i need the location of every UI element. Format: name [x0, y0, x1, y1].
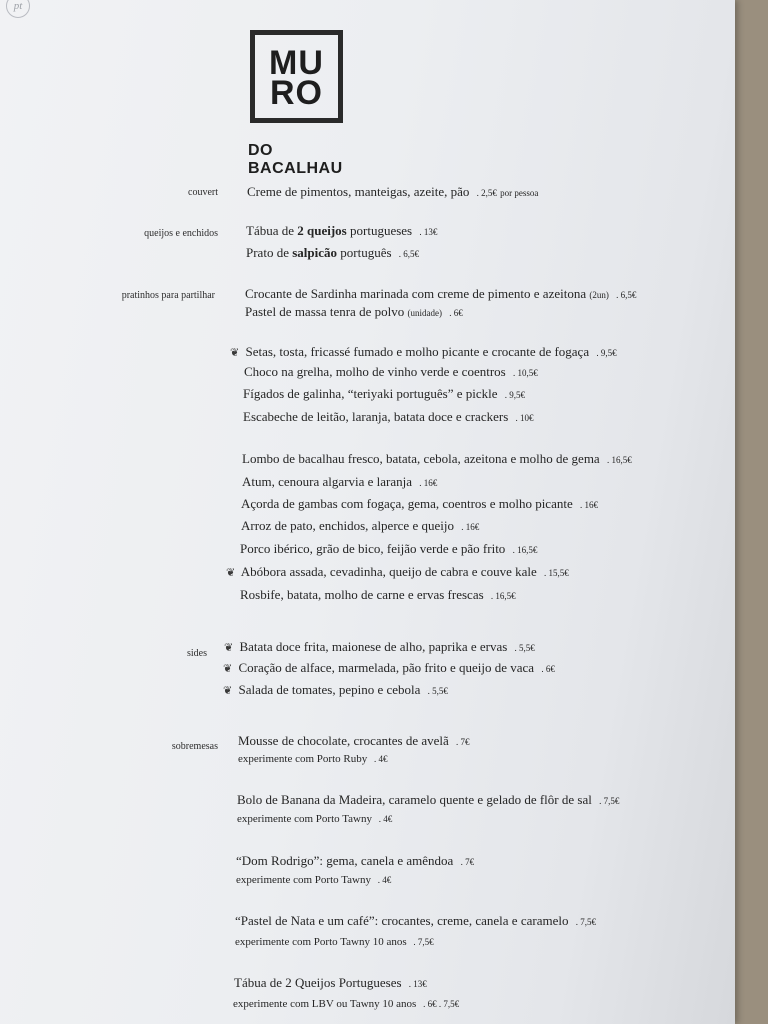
item-name: Porco ibérico, grão de bico, feijão verde e pão frito: [240, 541, 506, 556]
item-name: Lombo de bacalhau fresco, batata, cebola, azeitona e molho de gema: [242, 451, 600, 466]
item-price: . 13€: [408, 979, 427, 989]
section-label-pratinhos: pratinhos para partilhar: [121, 290, 215, 301]
item-name: Coração de alface, marmelada, pão frito e queijo de vaca: [238, 660, 535, 675]
item-price: . 15,5€: [544, 568, 569, 578]
menu-item: [244, 364, 538, 380]
item-name-pre: Prato de: [246, 245, 293, 260]
pairing-line: [237, 813, 392, 825]
item-name: Creme de pimentos, manteigas, azeite, pão: [247, 184, 470, 199]
menu-item: [223, 660, 555, 676]
item-price: . 7€: [460, 857, 475, 867]
menu-item: [245, 286, 636, 302]
pairing-price: . 6€ . 7,5€: [423, 999, 460, 1009]
section-label-couvert: couvert: [188, 187, 218, 198]
item-price: . 2,5€: [476, 188, 497, 198]
item-name: Tábua de 2 Queijos Portugueses: [234, 975, 402, 990]
menu-item: [241, 496, 598, 512]
menu-item: [247, 184, 538, 200]
menu-item: [223, 682, 448, 698]
item-price: . 16,5€: [606, 455, 632, 465]
item-name-post: português: [337, 245, 392, 260]
item-note: por pessoa: [500, 188, 539, 198]
menu-item: [234, 975, 427, 991]
menu-item: [235, 913, 596, 929]
item-price: . 9,5€: [504, 390, 526, 400]
item-name: Bolo de Banana da Madeira, caramelo quente e gelado de flôr de sal: [237, 792, 592, 807]
menu-item: [224, 639, 535, 655]
leaf-icon: ❦: [230, 347, 240, 359]
pairing-text: experimente com Porto Tawny 10 anos: [235, 936, 407, 948]
section-label-sobremesas: sobremesas: [171, 741, 218, 752]
item-name: Rosbife, batata, molho de carne e ervas frescas: [240, 587, 484, 602]
item-name: Batata doce frita, maionese de alho, paprika e ervas: [239, 639, 508, 654]
menu-item: [245, 304, 463, 320]
item-name: Pastel de massa tenra de polvo: [245, 304, 405, 319]
leaf-icon: ❦: [226, 567, 236, 579]
item-price: . 7,5€: [599, 796, 620, 806]
pairing-price: . 4€: [373, 754, 388, 764]
menu-item: [242, 474, 437, 490]
menu-item: [246, 245, 419, 261]
item-price: . 13€: [419, 227, 438, 237]
leaf-icon: ❦: [223, 685, 233, 697]
section-label-queijos: queijos e enchidos: [144, 228, 218, 239]
item-name: Abóbora assada, cevadinha, queijo de cabra e couve kale: [240, 564, 537, 579]
item-price: . 10,5€: [512, 368, 538, 378]
logo-subtitle: DO BACALHAU: [248, 142, 343, 177]
item-price: . 6,5€: [398, 249, 420, 259]
menu-item: [243, 386, 525, 402]
pairing-price: . 7,5€: [413, 937, 434, 947]
pairing-text: experimente com LBV ou Tawny 10 anos: [233, 998, 417, 1010]
item-name-bold: 2 queijos: [297, 223, 347, 238]
pairing-price: . 4€: [377, 875, 392, 885]
item-price: . 16,5€: [490, 591, 516, 601]
logo: [250, 30, 343, 123]
item-price: . 6€: [449, 308, 463, 318]
menu-item: [242, 451, 632, 467]
item-price: . 7€: [456, 737, 470, 747]
item-name: “Dom Rodrigo”: gema, canela e amêndoa: [236, 853, 454, 868]
pairing-line: [235, 936, 434, 948]
menu-item: [243, 409, 534, 425]
logo-line-1: MU: [269, 44, 324, 82]
item-price: . 5,5€: [427, 686, 448, 696]
item-note: (unidade): [407, 308, 442, 318]
pairing-text: experimente com Porto Tawny: [237, 813, 372, 825]
menu-item: [246, 223, 437, 239]
item-name: Setas, tosta, fricassé fumado e molho picante e crocante de fogaça: [245, 344, 590, 359]
item-price: . 16,5€: [512, 545, 538, 555]
item-note: (2un): [589, 290, 609, 300]
item-price: . 7,5€: [575, 917, 596, 927]
item-price: . 6€: [541, 664, 555, 674]
pairing-line: [236, 874, 391, 886]
leaf-icon: ❦: [224, 642, 234, 654]
pairing-text: experimente com Porto Tawny: [236, 874, 371, 886]
pairing-price: . 4€: [378, 814, 393, 824]
menu-item: [230, 344, 617, 360]
menu-item: [236, 853, 474, 869]
item-name-post: portugueses: [346, 223, 413, 238]
item-name-bold: salpicão: [292, 245, 338, 260]
menu-item: [238, 733, 470, 749]
menu-item: [226, 564, 569, 580]
item-price: . 16€: [461, 522, 480, 532]
item-name: Salada de tomates, pepino e cebola: [238, 682, 421, 697]
item-price: . 6,5€: [616, 290, 637, 300]
item-name: Choco na grelha, molho de vinho verde e coentros: [244, 364, 506, 379]
pairing-line: [233, 998, 459, 1010]
menu-item: [240, 541, 537, 557]
pairing-text: experimente com Porto Ruby: [238, 753, 368, 765]
item-price: . 16€: [579, 500, 598, 510]
menu-item: [237, 792, 619, 808]
corner-mark: pt: [6, 0, 30, 18]
item-name: Escabeche de leitão, laranja, batata doce e crackers: [243, 409, 509, 424]
item-price: . 16€: [419, 478, 438, 488]
item-name-pre: Tábua de: [246, 223, 298, 238]
item-name: Arroz de pato, enchidos, alperce e queijo: [241, 518, 454, 533]
item-name: Mousse de chocolate, crocantes de avelã: [238, 733, 449, 748]
menu-item: [241, 518, 479, 534]
item-name: Fígados de galinha, “teriyaki português” e pickle: [243, 386, 498, 401]
item-price: . 9,5€: [596, 348, 617, 358]
leaf-icon: ❦: [223, 663, 233, 675]
pairing-line: [238, 753, 387, 765]
menu-item: [240, 587, 516, 603]
item-price: . 10€: [515, 413, 534, 423]
item-name: Crocante de Sardinha marinada com creme de pimento e azeitona: [245, 286, 587, 301]
item-name: Atum, cenoura algarvia e laranja: [242, 474, 412, 489]
item-name: “Pastel de Nata e um café”: crocantes, creme, canela e caramelo: [235, 913, 569, 928]
item-name: Açorda de gambas com fogaça, gema, coentros e molho picante: [241, 496, 573, 511]
logo-line-2: RO: [270, 74, 323, 112]
section-label-sides: sides: [187, 648, 207, 659]
item-price: . 5,5€: [514, 643, 535, 653]
